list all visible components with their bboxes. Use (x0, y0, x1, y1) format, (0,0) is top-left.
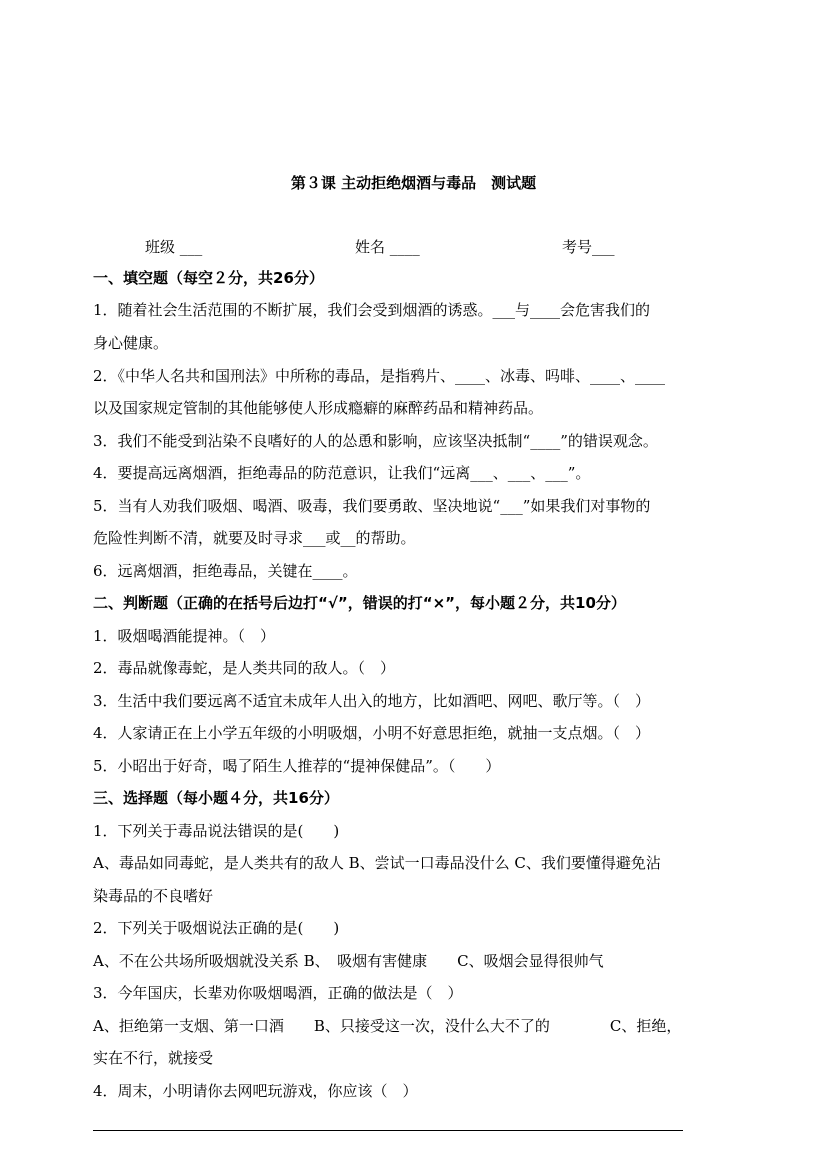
fill-question-1-cont: 身心健康。 (93, 334, 169, 352)
choice-question-1-options-cont: 染毒品的不良嗜好 (93, 887, 214, 905)
judge-question-4: 4．人家请正在上小学五年级的小明吸烟，小明不好意思拒绝，就抽一支点烟。（ ） (93, 724, 651, 742)
choice-question-1: 1．下列关于毒品说法错误的是( ) (93, 822, 340, 840)
judge-question-3: 3．生活中我们要远离不适宜未成年人出入的地方，比如酒吧、网吧、歌厅等。（ ） (93, 692, 651, 710)
class-field: 班级 ___ (145, 238, 203, 256)
choice-question-3-options: A、拒绝第一支烟、第一口酒 B、只接受这一次，没什么大不了的 C、拒绝， (93, 1017, 682, 1035)
fill-question-2-cont: 以及国家规定管制的其他能够使人形成瘾癖的麻醉药品和精神药品。 (93, 399, 544, 417)
page-title: 第３课 主动拒绝烟酒与毒品 测试题 (290, 174, 537, 192)
section-heading-judge: 二、判断题（正确的在括号后边打“√”，错误的打“×”，每小题２分，共10分） (93, 594, 626, 612)
fill-question-5: 5．当有人劝我们吸烟、喝酒、吸毒，我们要勇敢、坚决地说“___”如果我们对事物的 (93, 497, 651, 515)
footer-divider (93, 1130, 683, 1131)
fill-question-5-cont: 危险性判断不清，就要及时寻求___或__的帮助。 (93, 529, 416, 547)
judge-question-5: 5．小昭出于好奇，喝了陌生人推荐的“提神保健品”。（ ） (93, 757, 501, 775)
judge-question-2: 2．毒品就像毒蛇，是人类共同的敌人。（ ） (93, 659, 396, 677)
choice-question-2-options: A、不在公共场所吸烟就没关系 B、 吸烟有害健康 C、吸烟会显得很帅气 (93, 952, 604, 970)
choice-question-2: 2．下列关于吸烟说法正确的是( ) (93, 919, 340, 937)
fill-question-3: 3．我们不能受到沾染不良嗜好的人的怂恿和影响，应该坚决抵制“____”的错误观念。 (93, 432, 658, 450)
choice-question-3-options-cont: 实在不行，就接受 (93, 1049, 214, 1067)
section-heading-fill: 一、填空题（每空２分，共26分） (93, 269, 324, 287)
choice-question-1-options: A、毒品如同毒蛇，是人类共有的敌人 B、尝试一口毒品没什么 C、我们要懂得避免沾 (93, 854, 661, 872)
judge-question-1: 1．吸烟喝酒能提神。（ ） (93, 627, 276, 645)
section-heading-choice: 三、选择题（每小题４分，共16分） (93, 789, 339, 807)
name-field: 姓名 ____ (355, 238, 420, 256)
fill-question-2: 2．《中华人名共和国刑法》中所称的毒品，是指鸦片、____、冰毒、吗啡、____、____ (93, 367, 666, 385)
choice-question-4: 4．周末，小明请你去网吧玩游戏，你应该（ ） (93, 1082, 418, 1100)
choice-question-3: 3．今年国庆，长辈劝你吸烟喝酒，正确的做法是（ ） (93, 984, 463, 1002)
fill-question-1: 1．随着社会生活范围的不断扩展，我们会受到烟酒的诱惑。___与____会危害我们的 (93, 301, 651, 319)
exam-number-field: 考号___ (562, 238, 615, 256)
fill-question-6: 6．远离烟酒，拒绝毒品，关键在____。 (93, 562, 358, 580)
fill-question-4: 4．要提高远离烟酒，拒绝毒品的防范意识，让我们“远离___、___、___”。 (93, 464, 591, 482)
